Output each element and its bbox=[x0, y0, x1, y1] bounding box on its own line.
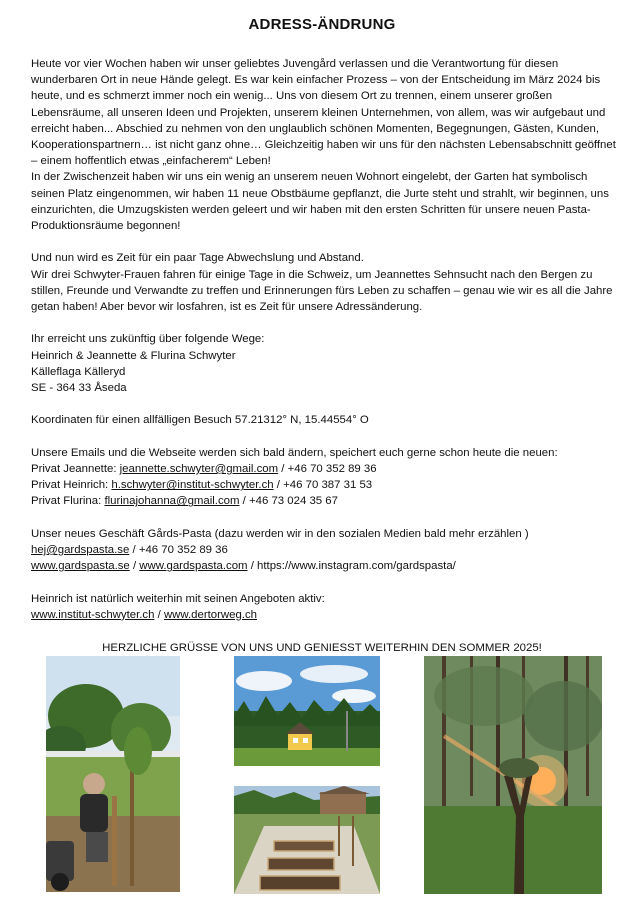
phone-flurina: / +46 73 024 35 67 bbox=[239, 495, 338, 508]
address-street: Källeflaga Källeryd bbox=[31, 365, 126, 378]
separator: / bbox=[129, 560, 140, 573]
email-row-heinrich bbox=[31, 477, 621, 493]
phone-jeannette: / +46 70 352 89 36 bbox=[278, 463, 377, 476]
page-title: ADRESS-ÄNDRUNG bbox=[248, 16, 396, 33]
address-city: SE - 364 33 Åseda bbox=[31, 382, 127, 395]
business-intro: Unser neues Geschäft Gårds-Pasta (dazu werden wir in den sozialen Medien bald mehr erzählen ) bbox=[31, 527, 529, 540]
email-label-heinrich: Privat Heinrich: bbox=[31, 479, 112, 492]
photo-planting-tree bbox=[46, 656, 180, 892]
email-link-flurina[interactable]: flurinajohanna@gmail.com bbox=[104, 495, 240, 508]
separator: / bbox=[154, 608, 164, 621]
offers-intro: Heinrich ist natürlich weiterhin mit seinen Angeboten aktiv: bbox=[31, 592, 325, 605]
closing-greeting: HERZLICHE GRÜSSE VON UNS UND GENIESST WEITERHIN DEN SOMMER 2025! bbox=[102, 642, 542, 654]
address-intro: Ihr erreicht uns zukünftig über folgende Wege: bbox=[31, 333, 265, 346]
address-names: Heinrich & Jeannette & Flurina Schwyter bbox=[31, 349, 236, 362]
intro-paragraph-1: Heute vor vier Wochen haben wir unser geliebtes Juvengård verlassen und die Verantwortung für diesen wunderbaren Ort in neue Hände gelegt. Es war kein einfacher Prozess – von der Entscheidung im März 2024 bis heute, und es schmerzt immer noch ein wenig... Uns von diesem Ort zu trennen, einem unserer großen Lebensräume, all unseren Ideen und Projekten, unserem kleinen Unternehmen, von allem, was wir aufgebaut und erreicht haben... Abschied zu nehmen von den unglaublich schönen Momenten, Begegnungen, Gästen, Kunden, Kooperationspartnern… ist nicht ganz ohne… Gleichzeitig haben wir uns für den nächsten Lebensabschnitt geöffnet – einem hoffentlich etwas „einfacherem“ Leben! bbox=[31, 58, 616, 168]
business-web-link-se[interactable]: www.gardspasta.se bbox=[31, 560, 130, 573]
phone-heinrich: / +46 70 387 31 53 bbox=[273, 479, 373, 492]
intro-paragraph-3: Und nun wird es Zeit für ein paar Tage Abwechslung und Abstand. bbox=[31, 252, 364, 265]
business-contact bbox=[31, 542, 621, 558]
photo-garden-beds bbox=[234, 786, 380, 894]
emails-intro: Unsere Emails und die Webseite werden sich bald ändern, speichert euch gerne schon heute die neuen: bbox=[31, 446, 558, 459]
instagram-url: / https://www.instagram.com/gardspasta/ bbox=[247, 560, 456, 573]
business-web-link-com[interactable]: www.gardspasta.com bbox=[139, 560, 248, 573]
email-row-flurina bbox=[31, 493, 621, 509]
intro-paragraph-4: Wir drei Schwyter-Frauen fahren für einige Tage in die Schweiz, um Jeannettes Sehnsucht nach den Bergen zu stillen, Freunde und Verwandte zu treffen und Erinnerungen fürs Leben zu schaffen – genau wie wir es all die Jahre getan haben! Aber bevor wir losfahren, ist es Zeit für unsere Adressänderung. bbox=[31, 268, 613, 314]
business-phone: / +46 70 352 89 36 bbox=[129, 544, 228, 557]
institut-link[interactable]: www.institut-schwyter.ch bbox=[31, 608, 155, 621]
email-label-jeannette: Privat Jeannette: bbox=[31, 463, 120, 476]
intro-paragraph-2: In der Zwischenzeit haben wir uns ein wenig an unserem neuen Wohnort eingelebt, der Garten hat symbolisch seinen Platz eingenommen, wir haben 11 neue Obstbäume gepflanzt, die Jurte steht und strahlt, wir beginnen, uns einzurichten, die Umzugskisten werden geleert und wir haben mit den ersten Schritten für unsere neuen Pasta-Produktionsräume begonnen! bbox=[31, 171, 609, 233]
offers-links bbox=[31, 607, 621, 623]
email-row-jeannette bbox=[31, 461, 621, 477]
photo-sunset-trees bbox=[424, 656, 602, 894]
business-web bbox=[31, 558, 621, 574]
photo-yellow-house bbox=[234, 656, 380, 766]
email-link-jeannette[interactable]: jeannette.schwyter@gmail.com bbox=[119, 463, 279, 476]
email-label-flurina: Privat Flurina: bbox=[31, 495, 105, 508]
coordinates: Koordinaten für einen allfälligen Besuch 57.21312° N, 15.44554° O bbox=[31, 414, 369, 427]
letter-body bbox=[31, 56, 621, 623]
email-link-heinrich[interactable]: h.schwyter@institut-schwyter.ch bbox=[111, 479, 274, 492]
business-email-link[interactable]: hej@gardspasta.se bbox=[31, 544, 130, 557]
dertorweg-link[interactable]: www.dertorweg.ch bbox=[163, 608, 257, 621]
